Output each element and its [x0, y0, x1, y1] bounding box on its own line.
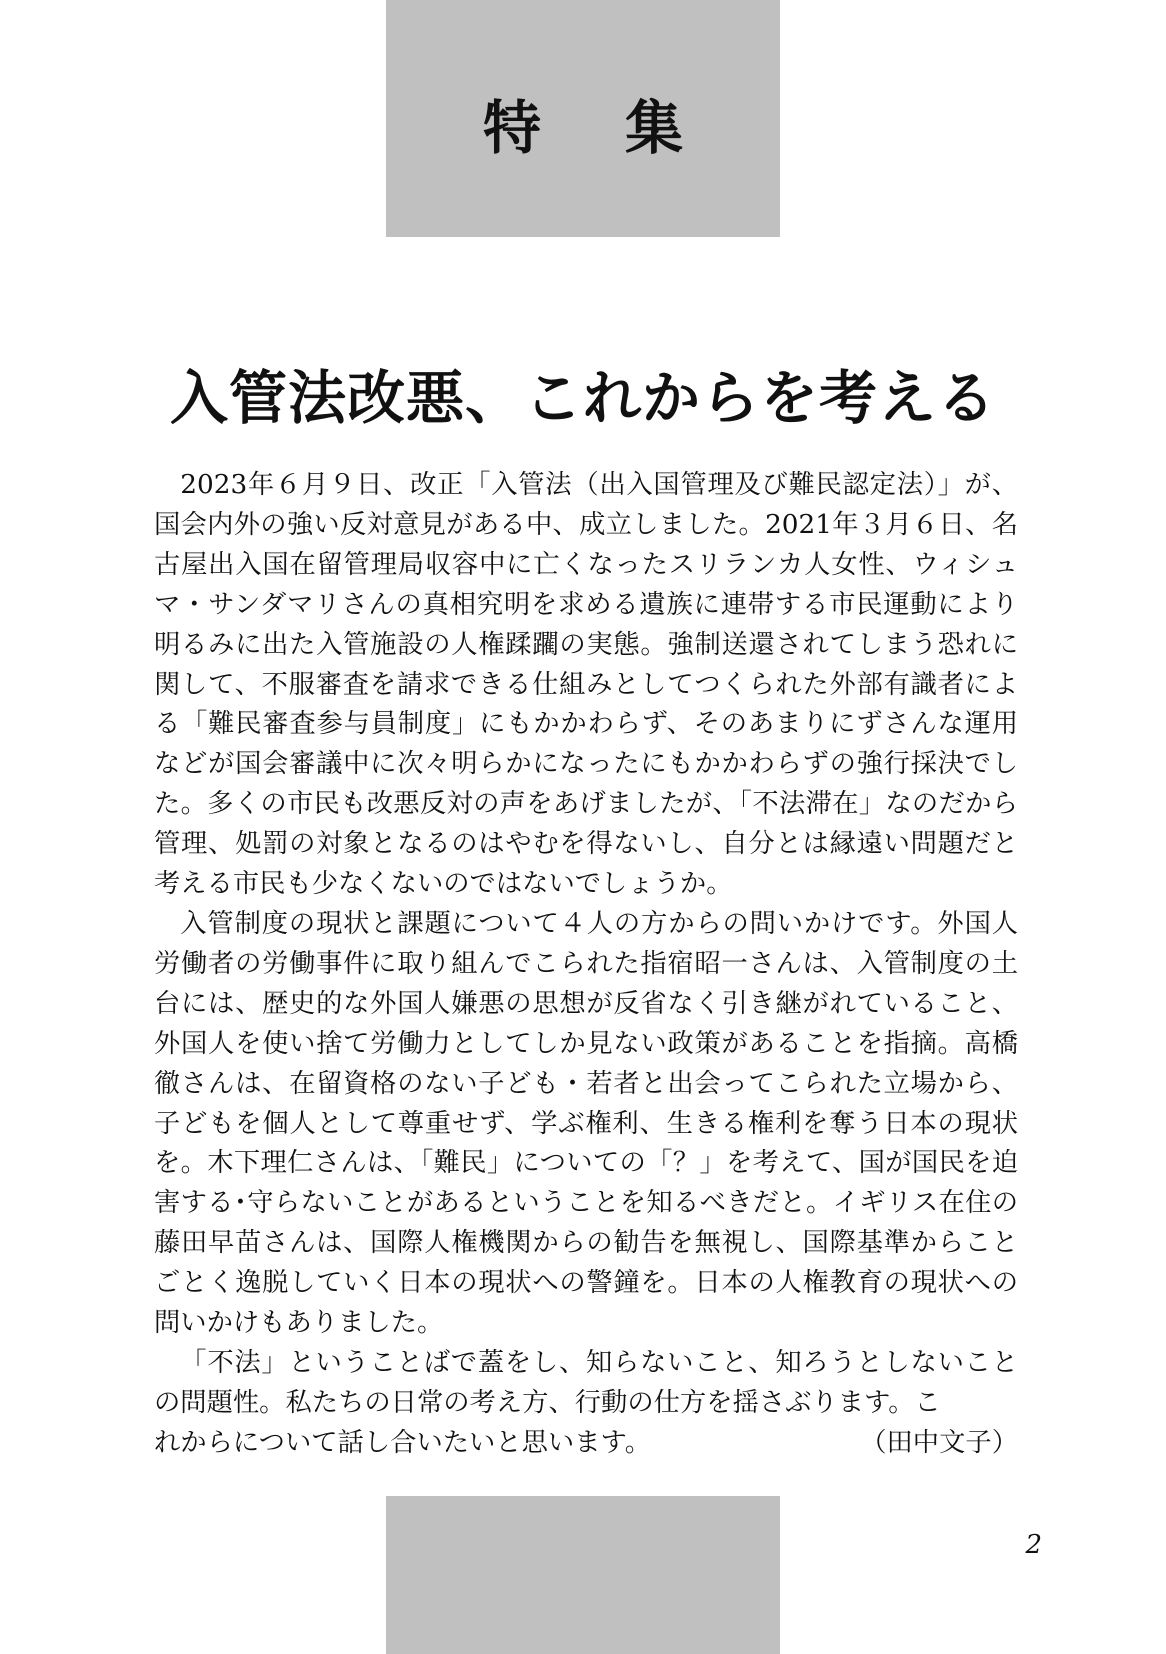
- page-number: 2: [1025, 1530, 1042, 1560]
- paragraph-1: 2023年６月９日、改正「入管法（出入国管理及び難民認定法）」が、国会内外の強い反対意見がある中、成立しました。2021年３月６日、名古屋出入国在留管理局収容中に亡くなったスリランカ人女性、ウィシュマ・サンダマリさんの真相究明を求める遺族に連帯する市民運動により明るみに出た入管施設の人権蹂躙の実態。強制送還されてしまう恐れに関して、不服審査を請求できる仕組みとしてつくられた外部有識者による「難民審査参与員制度」にもかかわらず、そのあまりにずさんな運用などが国会審議中に次々明らかになったにもかかわらずの強行採決でした。多くの市民も改悪反対の声をあげましたが、「不法滞在」なのだから管理、処罰の対象となるのはやむを得ないし、自分とは縁遠い問題だと考える市民も少なくないのではないでしょうか。: [154, 470, 1018, 900]
- footer-band: [386, 1496, 780, 1654]
- article-body: [154, 466, 1018, 1464]
- section-header-band: [386, 0, 780, 237]
- section-label: 特集: [482, 93, 767, 162]
- author-signature: （田中文子）: [860, 1427, 1018, 1458]
- closing-line: れからについて話し合いたいと思います。: [154, 1427, 652, 1458]
- paragraph-3: 「不法」ということばで蓋をし、知らないこと、知ろうとしないことの問題性。私たちの日常の考え方、行動の仕方を揺さぶります。こ: [154, 1347, 1018, 1418]
- page-title: 入管法改悪、これからを考える: [169, 363, 996, 432]
- paragraph-2: 入管制度の現状と課題について４人の方からの問いかけです。外国人労働者の労働事件に取り組んでこられた指宿昭一さんは、入管制度の土台には、歴史的な外国人嫌悪の思想が反省なく引き継がれていること、外国人を使い捨て労働力としてしか見ない政策があることを指摘。高橋徹さんは、在留資格のない子ども・若者と出会ってこられた立場から、子どもを個人として尊重せず、学ぶ権利、生きる権利を奪う日本の現状を。木下理仁さんは、「難民」についての「？」を考えて、国が国民を迫害する･守らないことがあるということを知るべきだと。イギリス在住の藤田早苗さんは、国際人権機関からの勧告を無視し、国際基準からことごとく逸脱していく日本の現状への警鐘を。日本の人権教育の現状への問いかけもありました。: [154, 908, 1018, 1339]
- closing-line-row: [154, 1424, 1018, 1464]
